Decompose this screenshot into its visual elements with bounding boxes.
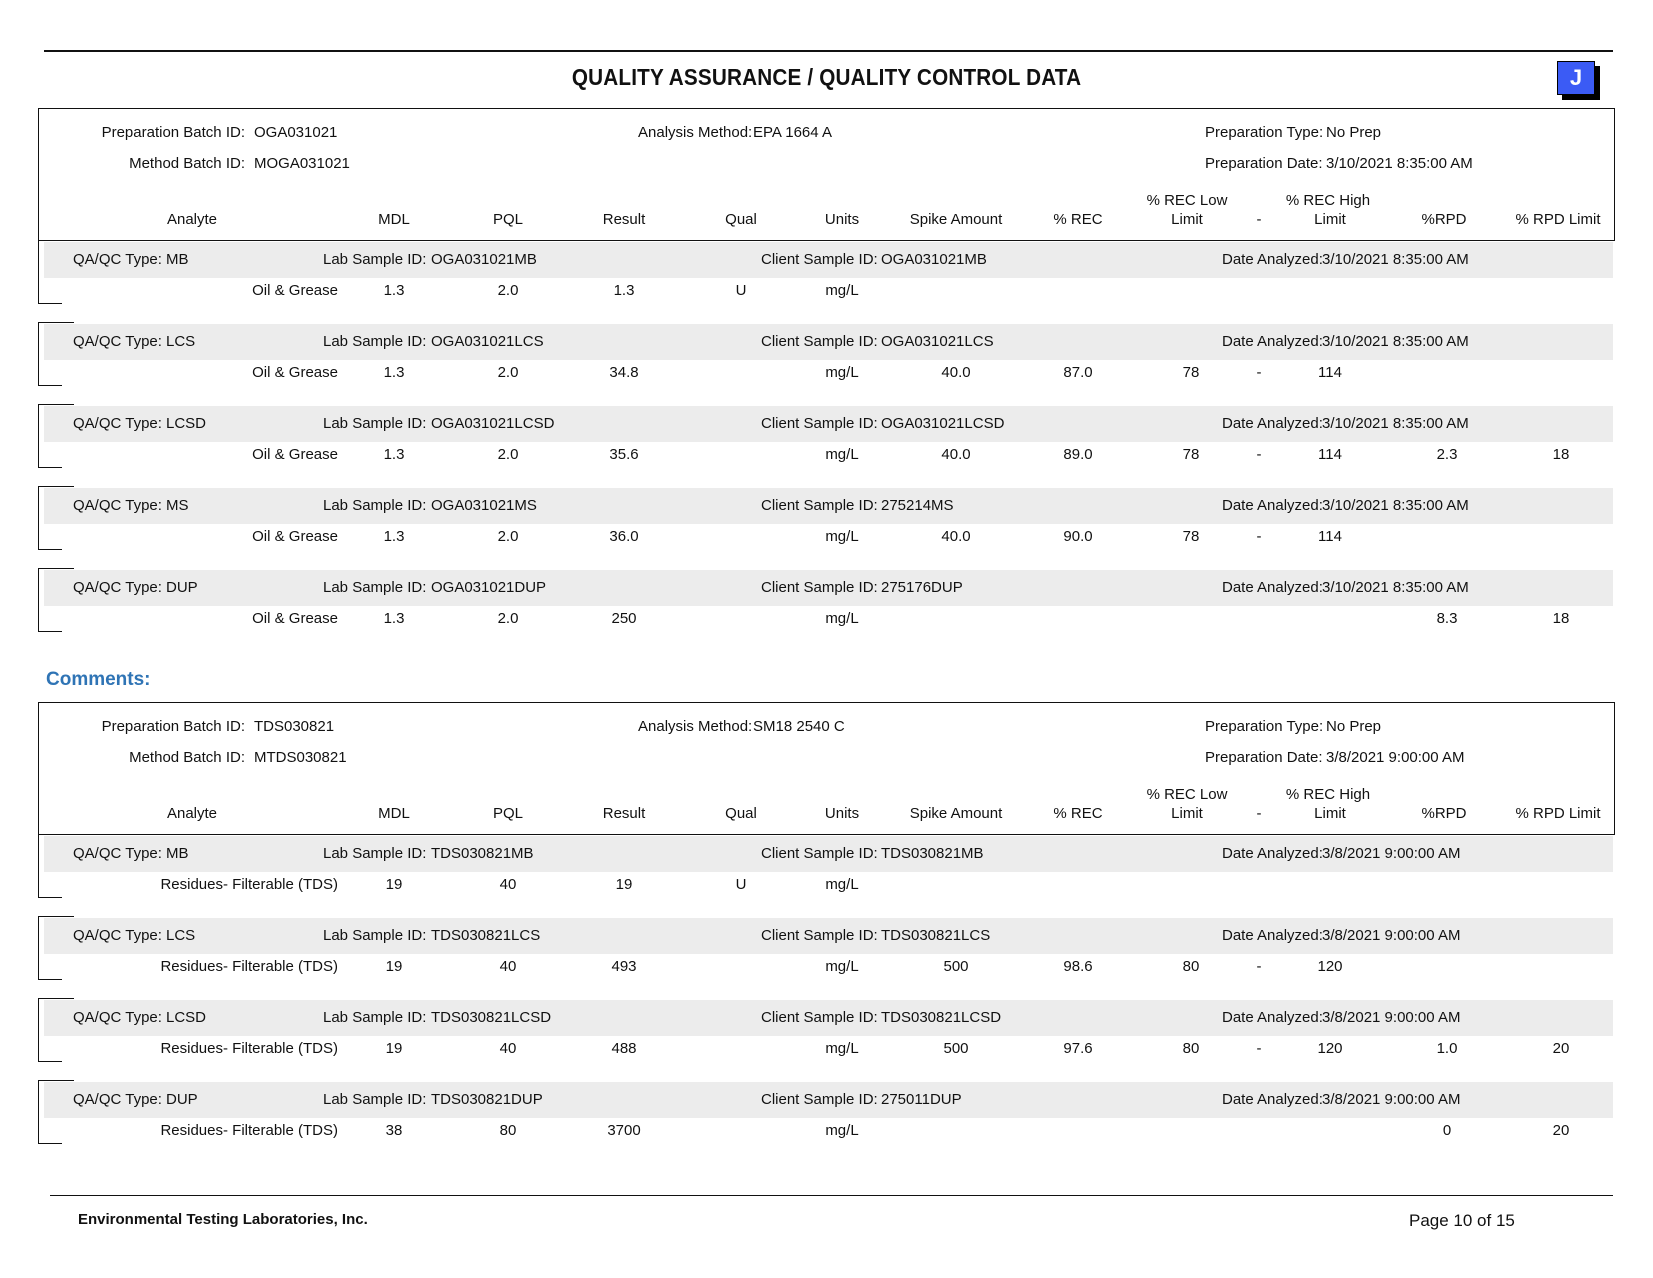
sample-bracket-bottom <box>38 1143 62 1144</box>
date-analyzed-label: Date Analyzed: <box>1222 497 1323 514</box>
units-value: mg/L <box>825 282 859 299</box>
qaqc-type-label: QA/QC Type: <box>73 1091 162 1108</box>
client-sample-label: Client Sample ID: <box>761 333 878 350</box>
rec-high-value: 114 <box>1318 446 1342 463</box>
date-analyzed-label: Date Analyzed: <box>1222 1091 1323 1108</box>
col-rec-low-2: Limit <box>1171 805 1203 822</box>
pql-value: 80 <box>499 1122 517 1139</box>
qaqc-type-label: QA/QC Type: <box>73 1009 162 1026</box>
date-analyzed-label: Date Analyzed: <box>1222 1009 1323 1026</box>
col-rec-high-2: Limit <box>1314 805 1346 822</box>
rec-high-value: 120 <box>1317 1040 1343 1057</box>
company-name: Environmental Testing Laboratories, Inc. <box>78 1211 368 1228</box>
col-rec: % REC <box>1053 805 1103 822</box>
sample-bracket-side <box>38 568 39 631</box>
analysis-method-value: SM18 2540 C <box>753 718 845 735</box>
range-dash: - <box>1256 364 1262 381</box>
method-batch-label: Method Batch ID: <box>129 749 245 766</box>
rec-low-value: 78 <box>1182 446 1200 463</box>
mdl-value: 19 <box>385 958 403 975</box>
units-value: mg/L <box>825 364 859 381</box>
rec-value: 87.0 <box>1063 364 1093 381</box>
rpd-limit-value: 18 <box>1552 610 1570 627</box>
method-batch-label: Method Batch ID: <box>129 155 245 172</box>
prep-batch-id: TDS030821 <box>254 718 335 735</box>
prep-type-value: No Prep <box>1326 718 1382 735</box>
range-dash: - <box>1256 446 1262 463</box>
client-sample-label: Client Sample ID: <box>761 845 878 862</box>
sample-bracket-top <box>38 240 74 241</box>
lab-sample-id: TDS030821DUP <box>431 1091 543 1108</box>
client-sample-label: Client Sample ID: <box>761 1009 878 1026</box>
date-analyzed-value: 3/10/2021 8:35:00 AM <box>1322 251 1469 268</box>
sample-bracket-side <box>38 998 39 1061</box>
lab-sample-label: Lab Sample ID: <box>323 1009 427 1026</box>
lab-sample-label: Lab Sample ID: <box>323 415 427 432</box>
col-rec-low-1: % REC Low <box>1146 786 1228 803</box>
col-rpd: %RPD <box>1421 805 1467 822</box>
col-pql: PQL <box>492 805 523 822</box>
report-badge <box>1557 61 1597 97</box>
units-value: mg/L <box>825 876 859 893</box>
date-analyzed-value: 3/10/2021 8:35:00 AM <box>1322 415 1469 432</box>
sample-bracket-top <box>38 486 74 487</box>
pql-value: 2.0 <box>497 446 519 463</box>
badge-letter: J <box>1557 61 1595 95</box>
analysis-method-label: Analysis Method: <box>638 718 753 735</box>
date-analyzed-label: Date Analyzed: <box>1222 927 1323 944</box>
col-rpd-limit: % RPD Limit <box>1515 211 1601 228</box>
client-sample-label: Client Sample ID: <box>761 927 878 944</box>
pql-value: 2.0 <box>497 364 519 381</box>
lab-sample-id: OGA031021LCSD <box>431 415 555 432</box>
sample-bracket-bottom <box>38 467 62 468</box>
analysis-method-label: Analysis Method: <box>638 124 753 141</box>
lab-sample-label: Lab Sample ID: <box>323 579 427 596</box>
col-spike-amount: Spike Amount <box>909 805 1003 822</box>
sample-bracket-bottom <box>38 897 62 898</box>
client-sample-label: Client Sample ID: <box>761 497 878 514</box>
client-sample-id: 275214MS <box>881 497 954 514</box>
analyte-name: Residues- Filterable (TDS) <box>160 876 338 893</box>
client-sample-label: Client Sample ID: <box>761 251 878 268</box>
rec-low-value: 80 <box>1182 958 1200 975</box>
rec-high-value: 120 <box>1317 958 1343 975</box>
sample-bracket-side <box>38 1080 39 1143</box>
sample-bracket-top <box>38 1080 74 1081</box>
sample-bracket-side <box>38 486 39 549</box>
analyte-name: Oil & Grease <box>252 528 338 545</box>
col-spike-amount: Spike Amount <box>909 211 1003 228</box>
col-result: Result <box>602 805 646 822</box>
result-value: 35.6 <box>609 446 639 463</box>
client-sample-id: TDS030821LCS <box>881 927 991 944</box>
units-value: mg/L <box>825 528 859 545</box>
result-value: 3700 <box>607 1122 641 1139</box>
client-sample-label: Client Sample ID: <box>761 1091 878 1108</box>
rpd-value: 8.3 <box>1436 610 1458 627</box>
rpd-value: 0 <box>1442 1122 1452 1139</box>
qaqc-type-label: QA/QC Type: <box>73 497 162 514</box>
col-analyte: Analyte <box>166 805 218 822</box>
sample-bracket-top <box>38 322 74 323</box>
lab-sample-id: TDS030821LCS <box>431 927 541 944</box>
mdl-value: 1.3 <box>383 610 405 627</box>
result-value: 19 <box>615 876 633 893</box>
sample-bracket-bottom <box>38 303 62 304</box>
spike-amount-value: 40.0 <box>941 528 971 545</box>
sample-bracket-bottom <box>38 385 62 386</box>
prep-date-label: Preparation Date: <box>1205 749 1323 766</box>
page-number: Page 10 of 15 <box>1409 1211 1515 1230</box>
rec-low-value: 80 <box>1182 1040 1200 1057</box>
col-rec-high-2: Limit <box>1314 211 1346 228</box>
qaqc-type-label: QA/QC Type: <box>73 845 162 862</box>
analyte-name: Oil & Grease <box>252 364 338 381</box>
prep-date-label: Preparation Date: <box>1205 155 1323 172</box>
lab-sample-label: Lab Sample ID: <box>323 927 427 944</box>
sample-bracket-side <box>38 240 39 303</box>
qaqc-type-value: LCS <box>166 333 196 350</box>
rec-value: 98.6 <box>1063 958 1093 975</box>
sample-bracket-top <box>38 568 74 569</box>
prep-type-label: Preparation Type: <box>1205 124 1324 141</box>
lab-sample-id: OGA031021MS <box>431 497 537 514</box>
sample-bracket-bottom <box>38 1061 62 1062</box>
col-units: Units <box>824 211 860 228</box>
rpd-value: 1.0 <box>1436 1040 1458 1057</box>
col-mdl: MDL <box>378 211 410 228</box>
lab-sample-id: OGA031021MB <box>431 251 537 268</box>
col-qual: Qual <box>725 805 757 822</box>
rec-high-value: 114 <box>1318 528 1342 545</box>
rec-low-value: 78 <box>1182 364 1200 381</box>
sample-bracket-top <box>38 834 74 835</box>
date-analyzed-label: Date Analyzed: <box>1222 579 1323 596</box>
rpd-limit-value: 20 <box>1552 1122 1570 1139</box>
col-rpd: %RPD <box>1421 211 1467 228</box>
range-dash: - <box>1256 958 1262 975</box>
units-value: mg/L <box>825 1040 859 1057</box>
col-analyte: Analyte <box>166 211 218 228</box>
rec-value: 97.6 <box>1063 1040 1093 1057</box>
date-analyzed-value: 3/10/2021 8:35:00 AM <box>1322 333 1469 350</box>
prep-date-value: 3/8/2021 9:00:00 AM <box>1326 749 1465 766</box>
date-analyzed-value: 3/8/2021 9:00:00 AM <box>1322 1091 1461 1108</box>
spike-amount-value: 500 <box>943 958 969 975</box>
analyte-name: Oil & Grease <box>252 610 338 627</box>
lab-sample-label: Lab Sample ID: <box>323 251 427 268</box>
pql-value: 2.0 <box>497 610 519 627</box>
client-sample-id: 275176DUP <box>881 579 963 596</box>
client-sample-label: Client Sample ID: <box>761 415 878 432</box>
lab-sample-label: Lab Sample ID: <box>323 845 427 862</box>
prep-batch-label: Preparation Batch ID: <box>101 124 245 141</box>
comments-label: Comments: <box>46 669 151 690</box>
client-sample-id: OGA031021LCSD <box>881 415 1005 432</box>
sample-bracket-bottom <box>38 979 62 980</box>
qaqc-type-value: LCSD <box>166 415 207 432</box>
col-rec-high-1: % REC High <box>1285 786 1371 803</box>
sample-bracket-bottom <box>38 631 62 632</box>
qaqc-type-value: MB <box>166 845 189 862</box>
col-dash: - <box>1256 211 1262 228</box>
result-value: 488 <box>611 1040 637 1057</box>
sample-bracket-bottom <box>38 549 62 550</box>
date-analyzed-label: Date Analyzed: <box>1222 845 1323 862</box>
page-title: QUALITY ASSURANCE / QUALITY CONTROL DATA <box>571 64 1082 90</box>
pql-value: 40 <box>499 876 517 893</box>
lab-sample-id: TDS030821MB <box>431 845 534 862</box>
analysis-method-value: EPA 1664 A <box>753 124 832 141</box>
qaqc-type-value: MS <box>166 497 189 514</box>
sample-bracket-top <box>38 916 74 917</box>
analyte-name: Residues- Filterable (TDS) <box>160 958 338 975</box>
date-analyzed-value: 3/8/2021 9:00:00 AM <box>1322 845 1461 862</box>
sample-bracket-top <box>38 998 74 999</box>
sample-bracket-side <box>38 916 39 979</box>
rec-value: 89.0 <box>1063 446 1093 463</box>
spike-amount-value: 40.0 <box>941 364 971 381</box>
lab-sample-label: Lab Sample ID: <box>323 497 427 514</box>
result-value: 250 <box>611 610 637 627</box>
lab-sample-id: OGA031021DUP <box>431 579 547 596</box>
prep-date-value: 3/10/2021 8:35:00 AM <box>1326 155 1473 172</box>
col-rec: % REC <box>1053 211 1103 228</box>
date-analyzed-value: 3/8/2021 9:00:00 AM <box>1322 927 1461 944</box>
date-analyzed-value: 3/8/2021 9:00:00 AM <box>1322 1009 1461 1026</box>
pql-value: 40 <box>499 1040 517 1057</box>
pql-value: 2.0 <box>497 528 519 545</box>
pql-value: 40 <box>499 958 517 975</box>
mdl-value: 1.3 <box>383 282 405 299</box>
col-rec-high-1: % REC High <box>1285 192 1371 209</box>
qual-value: U <box>735 876 747 893</box>
client-sample-id: OGA031021LCS <box>881 333 994 350</box>
mdl-value: 1.3 <box>383 364 405 381</box>
result-value: 1.3 <box>613 282 635 299</box>
mdl-value: 1.3 <box>383 528 405 545</box>
date-analyzed-value: 3/10/2021 8:35:00 AM <box>1322 579 1469 596</box>
mdl-value: 38 <box>385 1122 403 1139</box>
method-batch-id: MOGA031021 <box>254 155 350 172</box>
mdl-value: 1.3 <box>383 446 405 463</box>
pql-value: 2.0 <box>497 282 519 299</box>
units-value: mg/L <box>825 610 859 627</box>
col-rec-low-2: Limit <box>1171 211 1203 228</box>
client-sample-id: TDS030821LCSD <box>881 1009 1002 1026</box>
sample-bracket-side <box>38 404 39 467</box>
units-value: mg/L <box>825 446 859 463</box>
date-analyzed-label: Date Analyzed: <box>1222 415 1323 432</box>
result-value: 36.0 <box>609 528 639 545</box>
prep-type-label: Preparation Type: <box>1205 718 1324 735</box>
col-mdl: MDL <box>378 805 410 822</box>
rec-value: 90.0 <box>1063 528 1093 545</box>
lab-sample-id: TDS030821LCSD <box>431 1009 552 1026</box>
mdl-value: 19 <box>385 876 403 893</box>
qaqc-type-value: DUP <box>166 579 198 596</box>
col-result: Result <box>602 211 646 228</box>
prep-batch-id: OGA031021 <box>254 124 338 141</box>
col-dash: - <box>1256 805 1262 822</box>
units-value: mg/L <box>825 958 859 975</box>
col-rec-low-1: % REC Low <box>1146 192 1228 209</box>
sample-bracket-top <box>38 404 74 405</box>
range-dash: - <box>1256 1040 1262 1057</box>
mdl-value: 19 <box>385 1040 403 1057</box>
qaqc-type-label: QA/QC Type: <box>73 251 162 268</box>
lab-sample-label: Lab Sample ID: <box>323 333 427 350</box>
col-qual: Qual <box>725 211 757 228</box>
date-analyzed-label: Date Analyzed: <box>1222 333 1323 350</box>
qaqc-type-value: DUP <box>166 1091 198 1108</box>
spike-amount-value: 500 <box>943 1040 969 1057</box>
range-dash: - <box>1256 528 1262 545</box>
rec-low-value: 78 <box>1182 528 1200 545</box>
prep-type-value: No Prep <box>1326 124 1382 141</box>
client-sample-label: Client Sample ID: <box>761 579 878 596</box>
analyte-name: Residues- Filterable (TDS) <box>160 1040 338 1057</box>
qaqc-type-label: QA/QC Type: <box>73 415 162 432</box>
qaqc-type-value: MB <box>166 251 189 268</box>
footer-rule <box>50 1195 1613 1196</box>
rpd-value: 2.3 <box>1436 446 1458 463</box>
prep-batch-label: Preparation Batch ID: <box>101 718 245 735</box>
analyte-name: Oil & Grease <box>252 446 338 463</box>
analyte-name: Residues- Filterable (TDS) <box>160 1122 338 1139</box>
date-analyzed-value: 3/10/2021 8:35:00 AM <box>1322 497 1469 514</box>
top-rule <box>44 50 1613 52</box>
sample-bracket-side <box>38 834 39 897</box>
method-batch-id: MTDS030821 <box>254 749 347 766</box>
qaqc-type-value: LCS <box>166 927 196 944</box>
rpd-limit-value: 20 <box>1552 1040 1570 1057</box>
col-pql: PQL <box>492 211 523 228</box>
result-value: 493 <box>611 958 637 975</box>
rpd-limit-value: 18 <box>1552 446 1570 463</box>
qaqc-type-label: QA/QC Type: <box>73 333 162 350</box>
client-sample-id: 275011DUP <box>881 1091 962 1108</box>
qaqc-type-value: LCSD <box>166 1009 207 1026</box>
qaqc-type-label: QA/QC Type: <box>73 927 162 944</box>
client-sample-id: TDS030821MB <box>881 845 984 862</box>
qaqc-type-label: QA/QC Type: <box>73 579 162 596</box>
col-units: Units <box>824 805 860 822</box>
lab-sample-id: OGA031021LCS <box>431 333 544 350</box>
col-rpd-limit: % RPD Limit <box>1515 805 1601 822</box>
sample-bracket-side <box>38 322 39 385</box>
lab-sample-label: Lab Sample ID: <box>323 1091 427 1108</box>
units-value: mg/L <box>825 1122 859 1139</box>
result-value: 34.8 <box>609 364 639 381</box>
qual-value: U <box>735 282 747 299</box>
rec-high-value: 114 <box>1318 364 1342 381</box>
analyte-name: Oil & Grease <box>252 282 338 299</box>
date-analyzed-label: Date Analyzed: <box>1222 251 1323 268</box>
spike-amount-value: 40.0 <box>941 446 971 463</box>
client-sample-id: OGA031021MB <box>881 251 987 268</box>
